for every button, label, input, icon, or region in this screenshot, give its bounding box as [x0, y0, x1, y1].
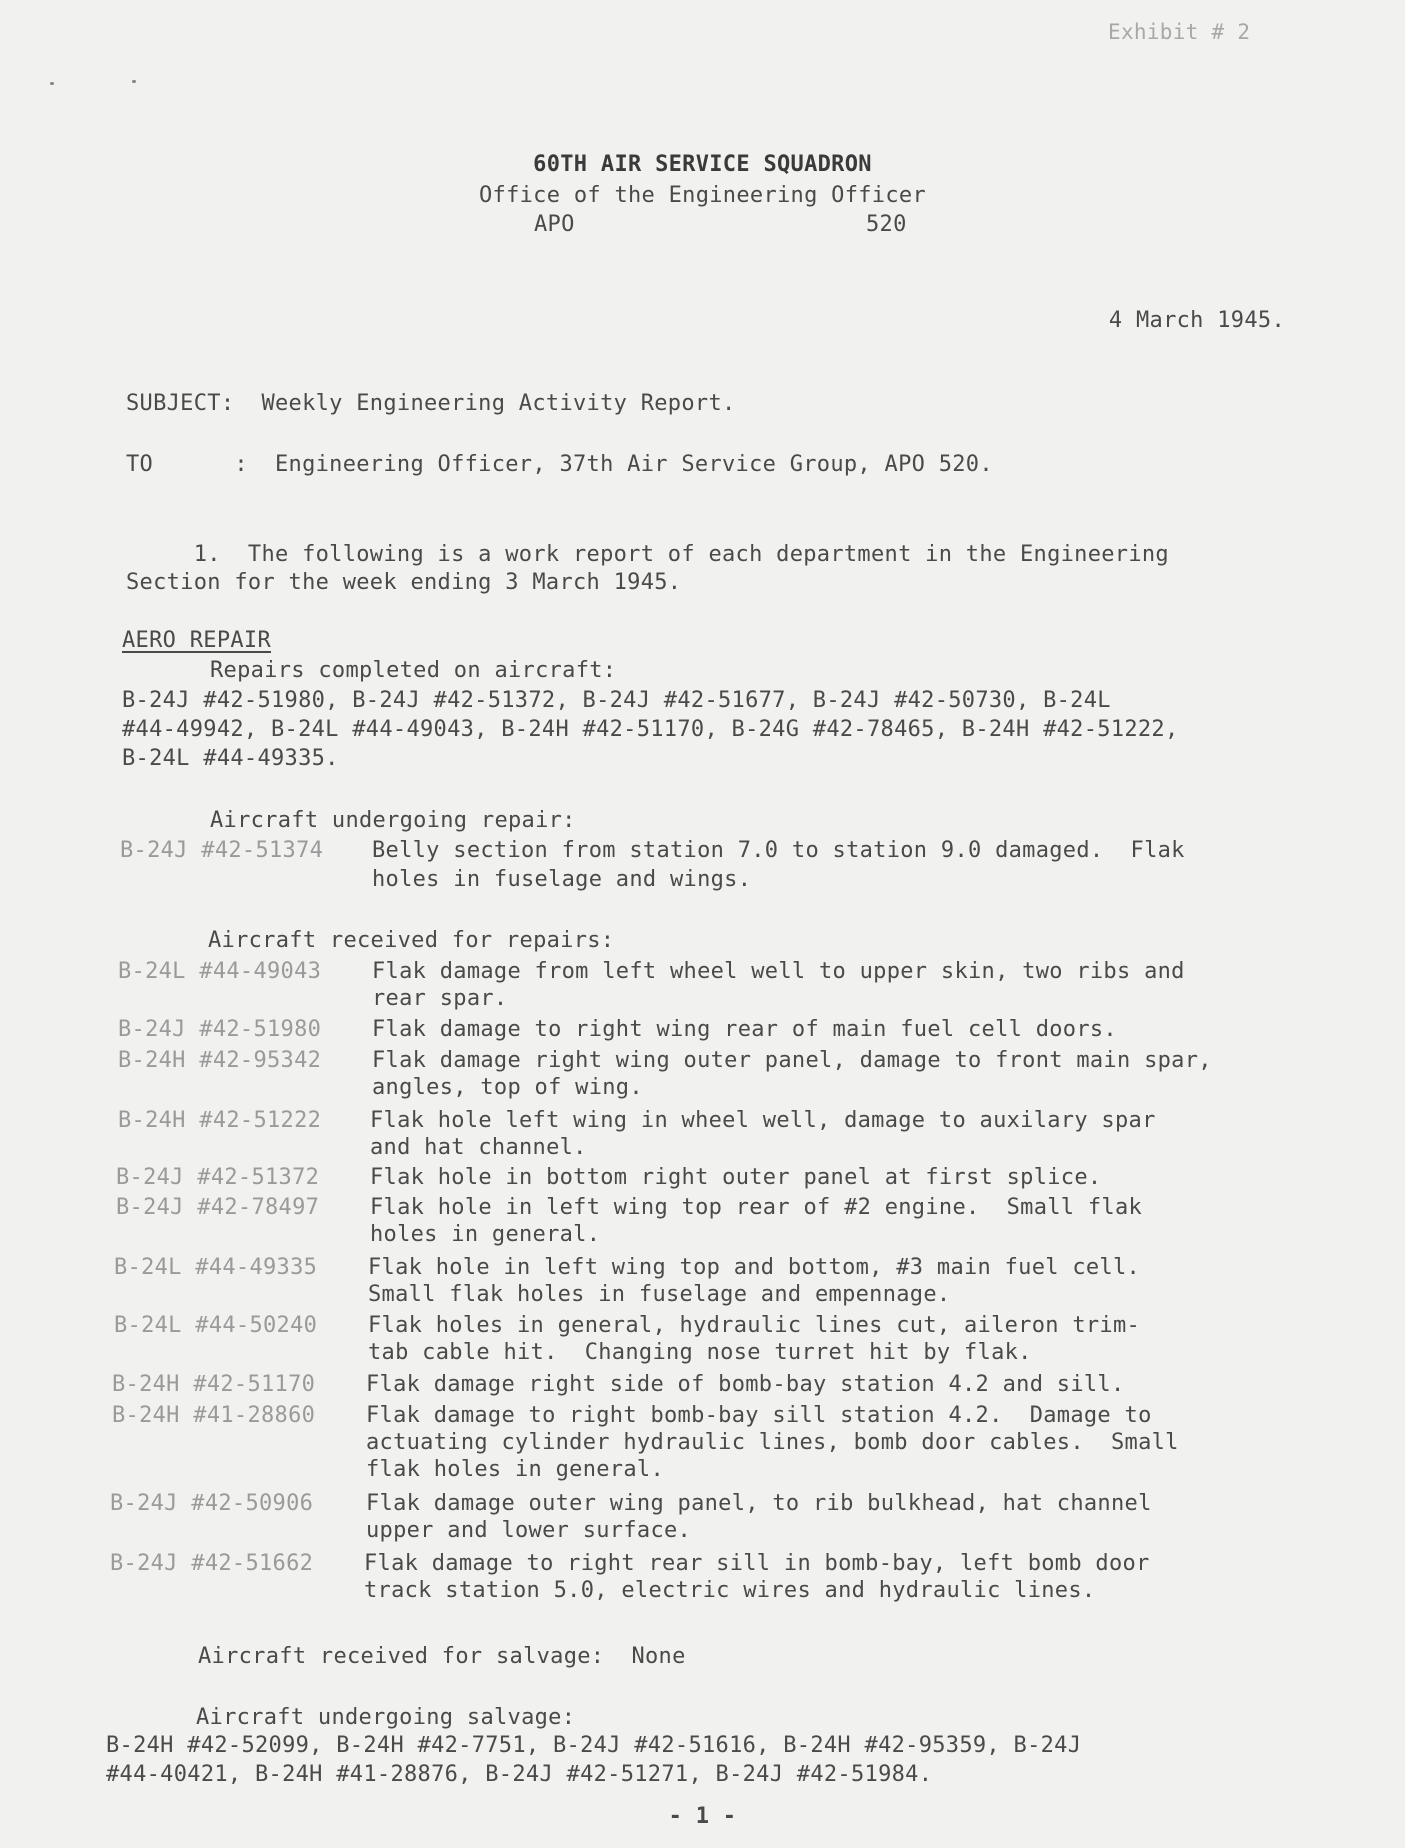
damage-line: and hat channel. [370, 1135, 587, 1160]
damage-line: upper and lower surface. [366, 1518, 692, 1543]
aircraft-serial: B-24L #44-50240 [114, 1313, 318, 1338]
damage-line: tab cable hit. Changing nose turret hit by flak. [368, 1340, 1032, 1365]
subject-line: SUBJECT: Weekly Engineering Activity Report. [126, 391, 736, 416]
apo-number: 520 [866, 212, 907, 237]
damage-line: Flak hole in left wing top rear of #2 engine. Small flak [370, 1195, 1143, 1220]
aircraft-serial: B-24H #42-51170 [112, 1372, 316, 1397]
apo-label: APO [534, 212, 575, 237]
exhibit-label: Exhibit # 2 [1108, 20, 1251, 44]
damage-line: Flak hole in left wing top and bottom, #3 main fuel cell. [368, 1255, 1141, 1280]
salvage-line: B-24H #42-52099, B-24H #42-7751, B-24J #42-51616, B-24H #42-95359, B-24J [106, 1733, 1082, 1758]
completed-label: Repairs completed on aircraft: [210, 658, 617, 683]
damage-line: Belly section from station 7.0 to station 9.0 damaged. Flak [372, 838, 1185, 863]
completed-line: B-24L #44-49335. [122, 746, 339, 771]
received-label: Aircraft received for repairs: [208, 928, 615, 953]
office-name: Office of the Engineering Officer [479, 183, 926, 208]
damage-line: Flak damage right wing outer panel, damage to front main spar, [372, 1048, 1212, 1073]
aircraft-serial: B-24H #41-28860 [112, 1403, 316, 1428]
damage-line: Flak damage to right bomb-bay sill station 4.2. Damage to [366, 1403, 1152, 1428]
document-date: 4 March 1945. [1108, 308, 1285, 333]
damage-line: rear spar. [372, 986, 508, 1011]
aircraft-serial: B-24L #44-49043 [118, 959, 322, 984]
damage-line: angles, top of wing. [372, 1075, 643, 1100]
salvage-undergoing-label: Aircraft undergoing salvage: [196, 1705, 576, 1730]
damage-line: Small flak holes in fuselage and empennage. [368, 1282, 951, 1307]
damage-line: track station 5.0, electric wires and hydraulic lines. [364, 1578, 1096, 1603]
aircraft-serial: B-24J #42-51980 [118, 1017, 322, 1042]
aircraft-serial: B-24J #42-50906 [110, 1491, 314, 1516]
completed-line: #44-49942, B-24L #44-49043, B-24H #42-51170, B-24G #42-78465, B-24H #42-51222, [122, 717, 1179, 742]
damage-line: holes in general. [370, 1222, 601, 1247]
aircraft-serial: B-24J #42-51372 [116, 1165, 320, 1190]
aircraft-serial: B-24L #44-49335 [114, 1255, 318, 1280]
damage-line: Flak hole in bottom right outer panel at first splice. [370, 1165, 1102, 1190]
aircraft-serial: B-24H #42-51222 [118, 1108, 322, 1133]
damage-line: Flak damage from left wheel well to upper skin, two ribs and [372, 959, 1185, 984]
scan-speck [50, 82, 54, 85]
page-number: - 1 - [668, 1804, 737, 1829]
aircraft-serial: B-24H #42-95342 [118, 1048, 322, 1073]
damage-line: Flak damage to right rear sill in bomb-bay, left bomb door [364, 1551, 1150, 1576]
damage-line: flak holes in general. [366, 1457, 664, 1482]
damage-line: Flak holes in general, hydraulic lines cut, aileron trim- [368, 1313, 1141, 1338]
section-heading: AERO REPAIR [122, 628, 271, 653]
salvage-line: #44-40421, B-24H #41-28876, B-24J #42-51271, B-24J #42-51984. [106, 1762, 933, 1787]
damage-line: Flak damage to right wing rear of main fuel cell doors. [372, 1017, 1117, 1042]
completed-line: B-24J #42-51980, B-24J #42-51372, B-24J #42-51677, B-24J #42-50730, B-24L [122, 688, 1111, 713]
salvage-received: Aircraft received for salvage: None [198, 1644, 686, 1669]
unit-name: 60TH AIR SERVICE SQUADRON [533, 152, 872, 177]
aircraft-serial: B-24J #42-51374 [120, 838, 324, 863]
aircraft-serial: B-24J #42-51662 [110, 1551, 314, 1576]
damage-line: Flak damage right side of bomb-bay station 4.2 and sill. [366, 1372, 1125, 1397]
aircraft-serial: B-24J #42-78497 [116, 1195, 320, 1220]
undergoing-label: Aircraft undergoing repair: [210, 808, 576, 833]
scan-speck [132, 80, 136, 83]
damage-line: Flak damage outer wing panel, to rib bulkhead, hat channel [366, 1491, 1152, 1516]
paragraph-1-line-2: Section for the week ending 3 March 1945. [126, 570, 682, 595]
damage-line: actuating cylinder hydraulic lines, bomb door cables. Small [366, 1430, 1179, 1455]
damage-line: holes in fuselage and wings. [372, 867, 752, 892]
to-line: TO : Engineering Officer, 37th Air Service Group, APO 520. [126, 452, 993, 477]
paragraph-1-line-1: 1. The following is a work report of each department in the Engineering [126, 542, 1169, 567]
damage-line: Flak hole left wing in wheel well, damage to auxilary spar [370, 1108, 1156, 1133]
